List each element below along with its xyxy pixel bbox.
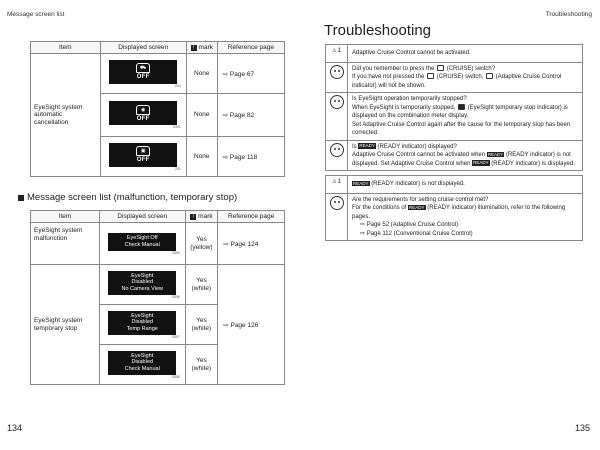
section-title: Message screen list (malfunction, temporary stop) — [18, 192, 237, 203]
item-cell: EyeSight system malfunction — [31, 223, 100, 265]
ready-indicator-icon: READY — [473, 160, 489, 166]
warning-step-icon: ⚠ 1 — [332, 179, 341, 185]
ready-indicator-icon: READY — [487, 151, 504, 157]
header-screen: Displayed screen — [99, 211, 185, 223]
reference-link[interactable]: ⇨ Page 67 — [217, 54, 284, 94]
camera-icon: ▣ — [136, 146, 150, 156]
header-screen: Displayed screen — [100, 42, 186, 54]
header-ref: Reference page — [218, 211, 285, 223]
table-header-row — [31, 42, 285, 54]
screen-code: 201 — [175, 83, 181, 88]
eyesight-stop-indicator-icon — [458, 104, 465, 110]
table-row — [31, 265, 285, 305]
mark-cell: Yes (yellow) — [185, 223, 218, 265]
table-row — [31, 54, 285, 94]
question-row: Is EyeSight operation temporarily stopped? When EyeSight is temporarily stopped, (EyeSight temporary stop indicator) is displayed on the combination meter display. Set Adaptive Cruise Control again after the cause for the temporary stop has been corrected. — [326, 93, 582, 141]
symptom-text: Adaptive Cruise Control cannot be activated. — [352, 50, 471, 56]
display-screen: EyeSight Disabled No Camera View — [108, 271, 176, 295]
ready-indicator-icon: READY — [409, 204, 425, 210]
running-head-left: Message screen list — [7, 11, 65, 18]
cruise-switch-icon — [427, 73, 434, 79]
table-row — [31, 223, 285, 265]
running-head-right: Troubleshooting — [545, 11, 592, 18]
page-number-left: 134 — [7, 423, 23, 433]
reference-link[interactable]: ⇨ Page 124 — [218, 223, 285, 265]
screen-code: 3393 — [171, 250, 180, 255]
question-row: Are the requirements for setting cruise control met? For the conditions of READY (READY indicator) illumination, refer to the following pages. ⇨ Page 52 (Adaptive Cruise Control) ⇨ Page 112 (Conventional Cruise Control) — [326, 194, 582, 241]
page-number-right: 135 — [574, 423, 590, 433]
mark-cell: Yes (white) — [185, 345, 218, 385]
display-screen: EyeSight Disabled Check Manual — [108, 351, 176, 375]
screen-cell — [100, 54, 186, 94]
screen-cell — [99, 265, 185, 305]
table-header-row — [31, 211, 285, 223]
eyesight-icon: ◉ — [136, 105, 150, 115]
section-square-icon — [18, 195, 24, 201]
screen-code: 201 — [175, 166, 181, 171]
reference-link[interactable]: ⇨ Page 52 (Adaptive Cruise Control) — [360, 222, 459, 228]
question-row: Is READY (READY indicator) displayed? Adaptive Cruise Control cannot be activated when READY (READY indicator) is not displayed. Set Adaptive Cruise Control when READY (READY indicator) is displayed. — [326, 141, 582, 171]
reference-link[interactable]: ⇨ Page 82 — [217, 94, 284, 137]
header-item: Item — [31, 42, 101, 54]
display-screen: EyeSight Off Check Manual — [108, 233, 176, 251]
malfunction-table — [30, 210, 285, 385]
reference-link[interactable]: ⇨ Page 118 — [217, 137, 284, 177]
screen-cell — [100, 94, 186, 137]
screen-code: 3397 — [171, 334, 180, 339]
symptom-row — [326, 45, 582, 63]
display-screen: EyeSight Disabled Temp Range — [108, 311, 176, 335]
header-ref: Reference page — [217, 42, 284, 54]
page-title: Troubleshooting — [324, 22, 432, 39]
mark-cell: None — [186, 137, 217, 177]
cancellation-table — [30, 41, 285, 177]
ready-indicator-icon: READY — [353, 180, 369, 186]
screen-cell — [99, 305, 185, 345]
item-cell: EyeSight system automatic cancellation — [31, 54, 101, 177]
inspector-face-icon — [330, 65, 344, 79]
display-screen: ▣ OFF — [109, 143, 177, 167]
warning-mark-icon: ! — [190, 214, 196, 220]
troubleshooting-box-acc — [325, 44, 583, 171]
cruise-car-icon: ⛟ — [136, 63, 150, 73]
inspector-face-icon — [330, 196, 344, 210]
warning-mark-icon: ! — [191, 45, 197, 51]
cruise-switch-icon — [437, 65, 444, 71]
header-mark: ! mark — [185, 211, 218, 223]
reference-link[interactable]: ⇨ Page 126 — [218, 265, 285, 385]
screen-code: 3391 — [173, 125, 181, 129]
screen-cell — [100, 137, 186, 177]
acc-indicator-icon — [486, 73, 493, 79]
mark-cell: Yes (white) — [185, 265, 218, 305]
inspector-face-icon — [330, 143, 344, 157]
screen-cell — [99, 223, 185, 265]
ready-indicator-icon: READY — [359, 143, 375, 149]
reference-link[interactable]: ⇨ Page 112 (Conventional Cruise Control) — [360, 230, 473, 237]
header-item: Item — [31, 211, 100, 223]
screen-code: 3396 — [171, 294, 180, 299]
inspector-face-icon — [330, 95, 344, 109]
screen-cell — [99, 345, 185, 385]
warning-step-icon: ⚠ 1 — [332, 48, 341, 54]
header-mark: ! mark — [186, 42, 217, 54]
display-screen: ⛟ OFF — [109, 60, 177, 84]
symptom-row: ⚠ 1 READY (READY indicator) is not displayed. — [326, 176, 582, 194]
mark-cell: None — [186, 54, 217, 94]
troubleshooting-box-ready — [325, 175, 583, 241]
mark-cell: None — [186, 94, 217, 137]
mark-cell: Yes (white) — [185, 305, 218, 345]
question-row: Did you remember to press the (CRUISE) switch? If you have not pressed the (CRUISE) switch, (Adaptive Cruise Control indicator) will not be shown. — [326, 63, 582, 94]
screen-code: 3398 — [171, 374, 180, 379]
item-cell: EyeSight system temporary stop — [31, 265, 100, 385]
display-screen: ◉ OFF — [109, 101, 177, 125]
